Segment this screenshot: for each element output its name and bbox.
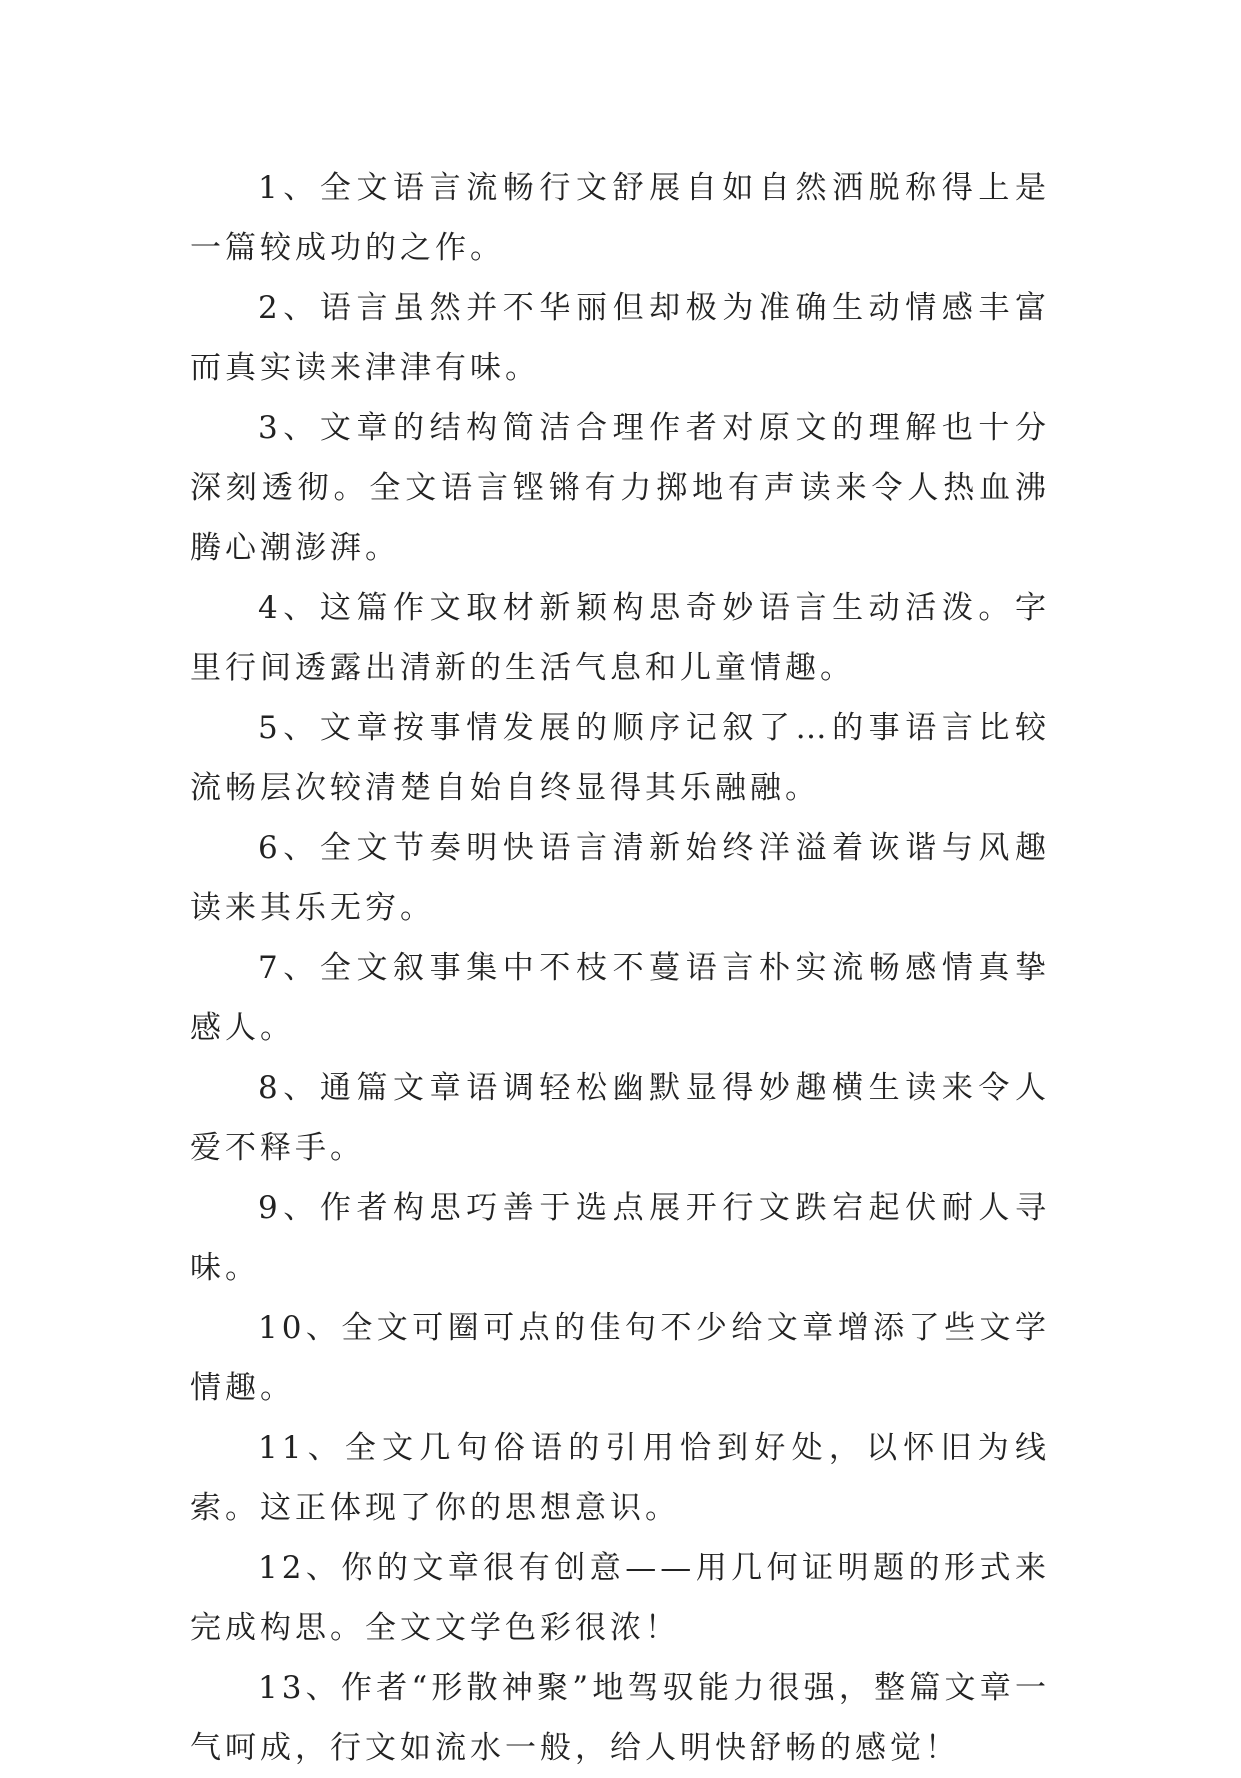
paragraph-7: 7、全文叙事集中不枝不蔓语言朴实流畅感情真挚感人。	[190, 950, 1050, 1046]
paragraph-13: 13、作者“形散神聚”地驾驭能力很强，整篇文章一气呵成，行文如流水一般，给人明快舒畅的感觉！	[190, 1670, 1050, 1766]
paragraph-1: 1、全文语言流畅行文舒展自如自然洒脱称得上是一篇较成功的之作。	[190, 170, 1050, 266]
paragraph-6: 6、全文节奏明快语言清新始终洋溢着诙谐与风趣读来其乐无穷。	[190, 830, 1050, 926]
paragraph-10: 10、全文可圈可点的佳句不少给文章增添了些文学情趣。	[190, 1310, 1050, 1406]
paragraph-4: 4、这篇作文取材新颖构思奇妙语言生动活泼。字里行间透露出清新的生活气息和儿童情趣。	[190, 590, 1050, 686]
paragraph-11: 11、全文几句俗语的引用恰到好处，以怀旧为线索。这正体现了你的思想意识。	[190, 1430, 1050, 1526]
paragraph-12: 12、你的文章很有创意——用几何证明题的形式来完成构思。全文文学色彩很浓！	[190, 1550, 1050, 1646]
paragraph-5: 5、文章按事情发展的顺序记叙了…的事语言比较流畅层次较清楚自始自终显得其乐融融。	[190, 710, 1050, 806]
paragraph-2: 2、语言虽然并不华丽但却极为准确生动情感丰富而真实读来津津有味。	[190, 290, 1050, 386]
paragraph-3: 3、文章的结构简洁合理作者对原文的理解也十分深刻透彻。全文语言铿锵有力掷地有声读来令人热血沸腾心潮澎湃。	[190, 410, 1050, 566]
paragraph-9: 9、作者构思巧善于选点展开行文跌宕起伏耐人寻味。	[190, 1190, 1050, 1286]
paragraph-8: 8、通篇文章语调轻松幽默显得妙趣横生读来令人爱不释手。	[190, 1070, 1050, 1166]
document-body	[190, 158, 1050, 1778]
